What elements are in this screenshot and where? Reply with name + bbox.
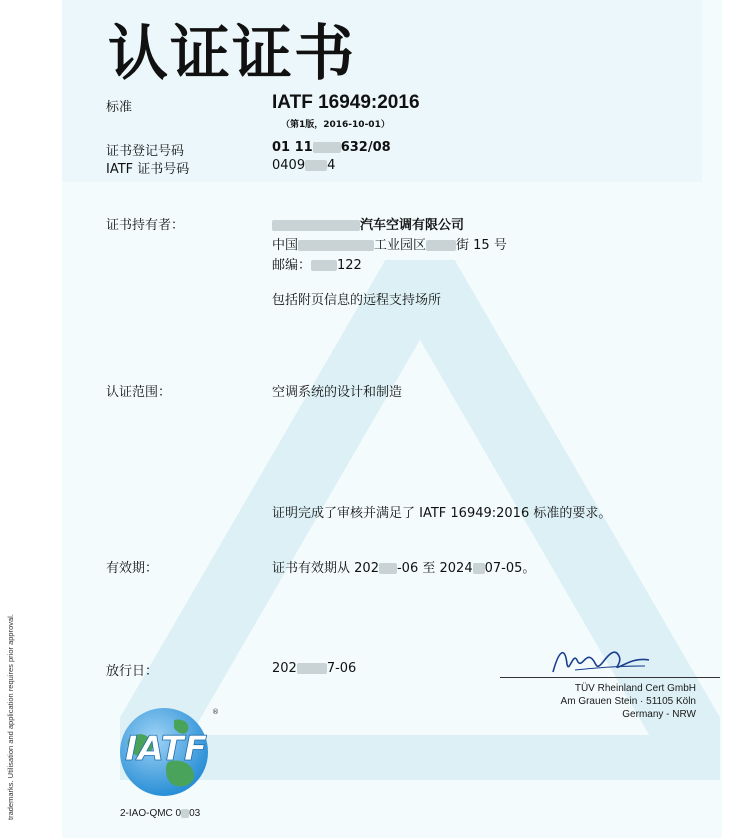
postcode-end: 122 [337, 258, 362, 273]
standard-edition: （第1版，2016-10-01） [281, 120, 390, 130]
redaction-mark [379, 563, 397, 574]
iatf-number-value [272, 158, 335, 173]
remote-support-note: 包括附页信息的远程支持场所 [272, 293, 442, 308]
validity-from-start: 202 [354, 561, 379, 576]
address-mid: 工业园区 [374, 238, 427, 253]
iatf-logo [108, 700, 224, 800]
signature-image [545, 640, 655, 680]
validity-to-end: 07-05。 [484, 561, 536, 576]
address-end: 街 15 号 [456, 238, 507, 253]
trademark-side-note: trademarks. Utilisation and application requires prior approval. [6, 614, 15, 820]
registration-value-start: 01 11 [272, 140, 313, 155]
validity-from-end: -06 [396, 561, 419, 576]
logo-text: IATF [124, 729, 208, 769]
postcode-label: 邮编： [272, 258, 312, 273]
issuer-name: TÜV Rheinland Cert GmbH [574, 683, 696, 694]
redaction-mark [272, 220, 360, 231]
holder-postcode [272, 254, 362, 273]
scope-label: 认证范围： [106, 385, 172, 400]
standard-value: IATF 16949:2016 [272, 92, 420, 113]
logo-code-start: 2-IAO-QMC 0 [120, 808, 182, 819]
validity-to-start: 2024 [439, 561, 473, 576]
redaction-mark [181, 809, 189, 818]
registration-value-end: 632/08 [340, 140, 391, 155]
holder-address [272, 234, 507, 253]
validity-prefix: 证书有效期从 [272, 561, 351, 576]
validity-label: 有效期： [106, 561, 159, 576]
issue-date-end: 7-06 [326, 661, 357, 676]
scope-value: 空调系统的设计和制造 [272, 385, 403, 400]
redaction-mark [426, 240, 456, 251]
issue-date-value [272, 661, 356, 676]
validity-to-word: 至 [422, 561, 436, 576]
issuer-block [520, 682, 696, 721]
issue-date-label: 放行日： [106, 664, 159, 679]
registration-label: 证书登记号码 [106, 144, 185, 159]
registration-value [272, 140, 391, 155]
iatf-number-end: 4 [327, 158, 336, 173]
redaction-mark [305, 160, 327, 171]
issuer-country: Germany - NRW [622, 709, 696, 720]
address-start: 中国 [272, 238, 299, 253]
compliance-statement: 证明完成了审核并满足了 IATF 16949:2016 标准的要求。 [272, 506, 612, 521]
holder-label: 证书持有者： [106, 218, 185, 233]
standard-label: 标准 [106, 100, 133, 115]
signature-line [500, 677, 720, 678]
logo-code [120, 808, 200, 819]
holder-name [272, 214, 464, 233]
validity-value [272, 557, 535, 576]
issue-date-start: 202 [272, 661, 297, 676]
issuer-address: Am Grauen Stein · 51105 Köln [560, 696, 696, 707]
logo-code-end: 03 [189, 808, 201, 819]
certificate-title: 认证证书 [108, 19, 356, 89]
redaction-mark [313, 142, 341, 153]
redaction-mark [311, 260, 337, 271]
holder-name-end: 汽车空调有限公司 [360, 218, 465, 233]
svg-text:®: ® [212, 708, 219, 716]
redaction-mark [297, 663, 327, 674]
redaction-mark [473, 563, 485, 574]
redaction-mark [298, 240, 374, 251]
iatf-number-label: IATF 证书号码 [106, 162, 190, 177]
iatf-number-start: 0409 [272, 158, 306, 173]
